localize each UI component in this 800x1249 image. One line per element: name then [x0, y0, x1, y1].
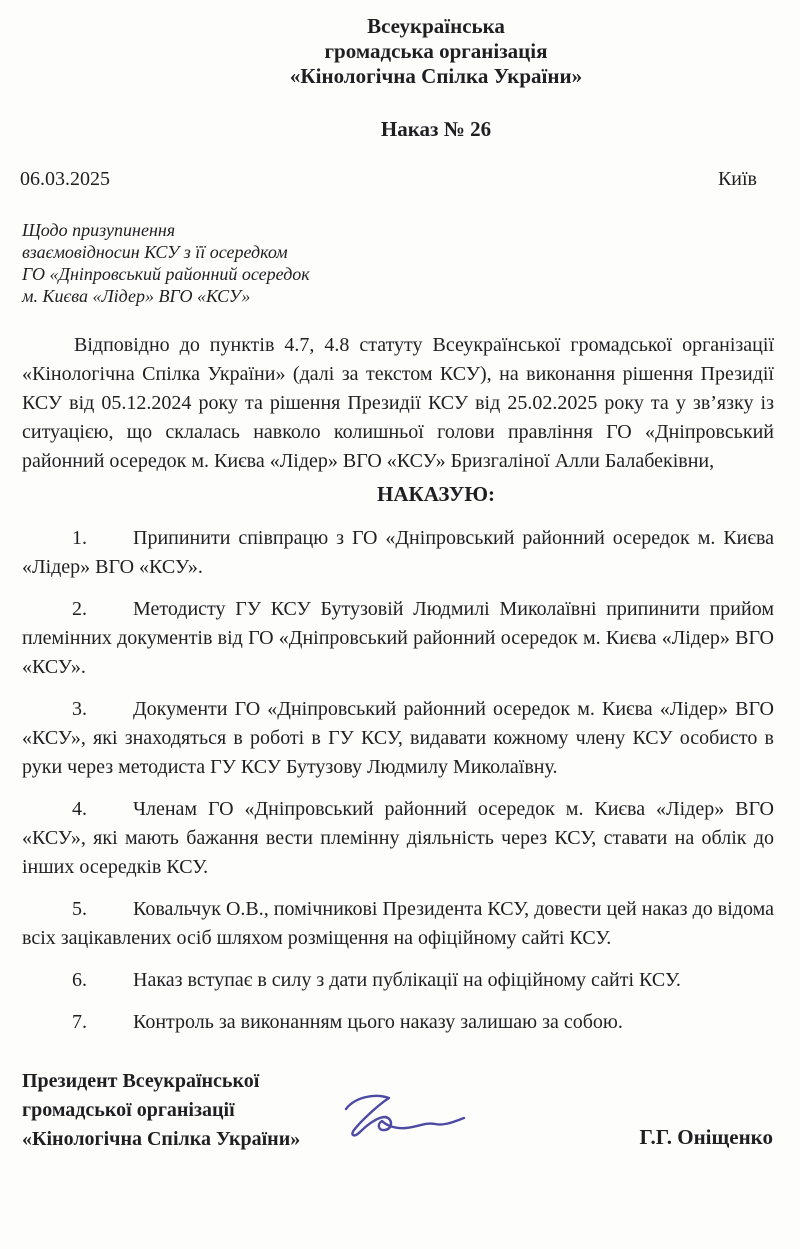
order-item-7: [22, 1008, 774, 1037]
preamble-paragraph: Відповідно до пунктів 4.7, 4.8 статуту Всеукраїнської громадської організації «Кінологічна Спілка України» (далі за текстом КСУ), на виконання рішення Президії КСУ від 05.12.2024 року та рішення Президії КСУ від 25.02.2025 року та у зв’язку із ситуацією, що склалась навколо колишньої голови правління ГО «Дніпровський районний осередок м. Києва «Лідер» ВГО «КСУ» Бризгаліної Алли Балабеківни,: [22, 334, 774, 472]
item-number: 3.: [72, 698, 87, 720]
order-item-1: [22, 524, 774, 582]
subject-line-3: ГО «Дніпровський районний осередок: [22, 264, 310, 284]
org-name: [0, 0, 800, 89]
item-text: Ковальчук О.В., помічникові Президента КСУ, довести цей наказ до відома всіх зацікавлених осіб шляхом розміщення на офіційному сайті КСУ.: [22, 898, 774, 949]
item-number: 4.: [72, 798, 87, 820]
order-item-2: [22, 595, 774, 682]
org-name-line-2: громадська організація: [324, 39, 548, 63]
item-number: 2.: [72, 598, 87, 620]
signature-block: [22, 1067, 773, 1154]
subject-line-4: м. Києва «Лідер» ВГО «КСУ»: [22, 286, 251, 306]
subject-line-1: Щодо призупинення: [22, 220, 176, 240]
item-number: 7.: [72, 1011, 87, 1033]
order-city: Київ: [717, 168, 757, 190]
order-title: Наказ № 26: [380, 117, 492, 141]
order-item-6: [22, 966, 774, 995]
order-date: 06.03.2025: [20, 168, 110, 190]
item-text: Методисту ГУ КСУ Бутузовій Людмилі Миколаївні припинити прийом племінних документів від ГО «Дніпровський районний осередок м. Києва «Лідер» ВГО «КСУ».: [22, 598, 774, 678]
org-name-line-3: «Кінологічна Спілка України»: [289, 64, 583, 88]
item-text: Наказ вступає в силу з дати публікації на офіційному сайті КСУ.: [133, 969, 681, 991]
item-text: Припинити співпрацю з ГО «Дніпровський районний осередок м. Києва «Лідер» ВГО «КСУ».: [22, 527, 774, 578]
order-heading: НАКАЗУЮ:: [377, 482, 495, 506]
item-text: Контроль за виконанням цього наказу залишаю за собою.: [133, 1011, 623, 1033]
order-item-3: [22, 695, 774, 782]
handwritten-signature: [328, 1085, 478, 1140]
order-item-5: [22, 895, 774, 953]
signer-name: Г.Г. Оніщенко: [639, 1125, 773, 1149]
item-text: Членам ГО «Дніпровський районний осередок м. Києва «Лідер» ВГО «КСУ», які мають бажання вести племінну діяльність через КСУ, ставати на облік до інших осередків КСУ.: [22, 798, 774, 878]
order-subject: [22, 219, 800, 307]
date-city-row: [20, 167, 757, 191]
signature-stroke: [346, 1096, 464, 1135]
order-item-4: [22, 795, 774, 882]
org-name-line-1: Всеукраїнська: [367, 14, 505, 38]
item-text: Документи ГО «Дніпровський районний осередок м. Києва «Лідер» ВГО «КСУ», які знаходяться в роботі в ГУ КСУ, видавати кожному члену КСУ особисто в руки через методиста ГУ КСУ Бутузову Людмилу Миколаївну.: [22, 698, 774, 778]
item-number: 5.: [72, 898, 87, 920]
signer-position-line-1: Президент Всеукраїнської: [22, 1070, 260, 1092]
subject-line-2: взаємовідносин КСУ з її осередком: [22, 242, 288, 262]
item-number: 1.: [72, 527, 87, 549]
item-number: 6.: [72, 969, 87, 991]
signer-position-line-2: громадської організації: [22, 1099, 235, 1121]
signer-position: [22, 1067, 300, 1154]
signer-position-line-3: «Кінологічна Спілка України»: [22, 1128, 301, 1150]
signature-scribble-icon: [328, 1085, 478, 1140]
